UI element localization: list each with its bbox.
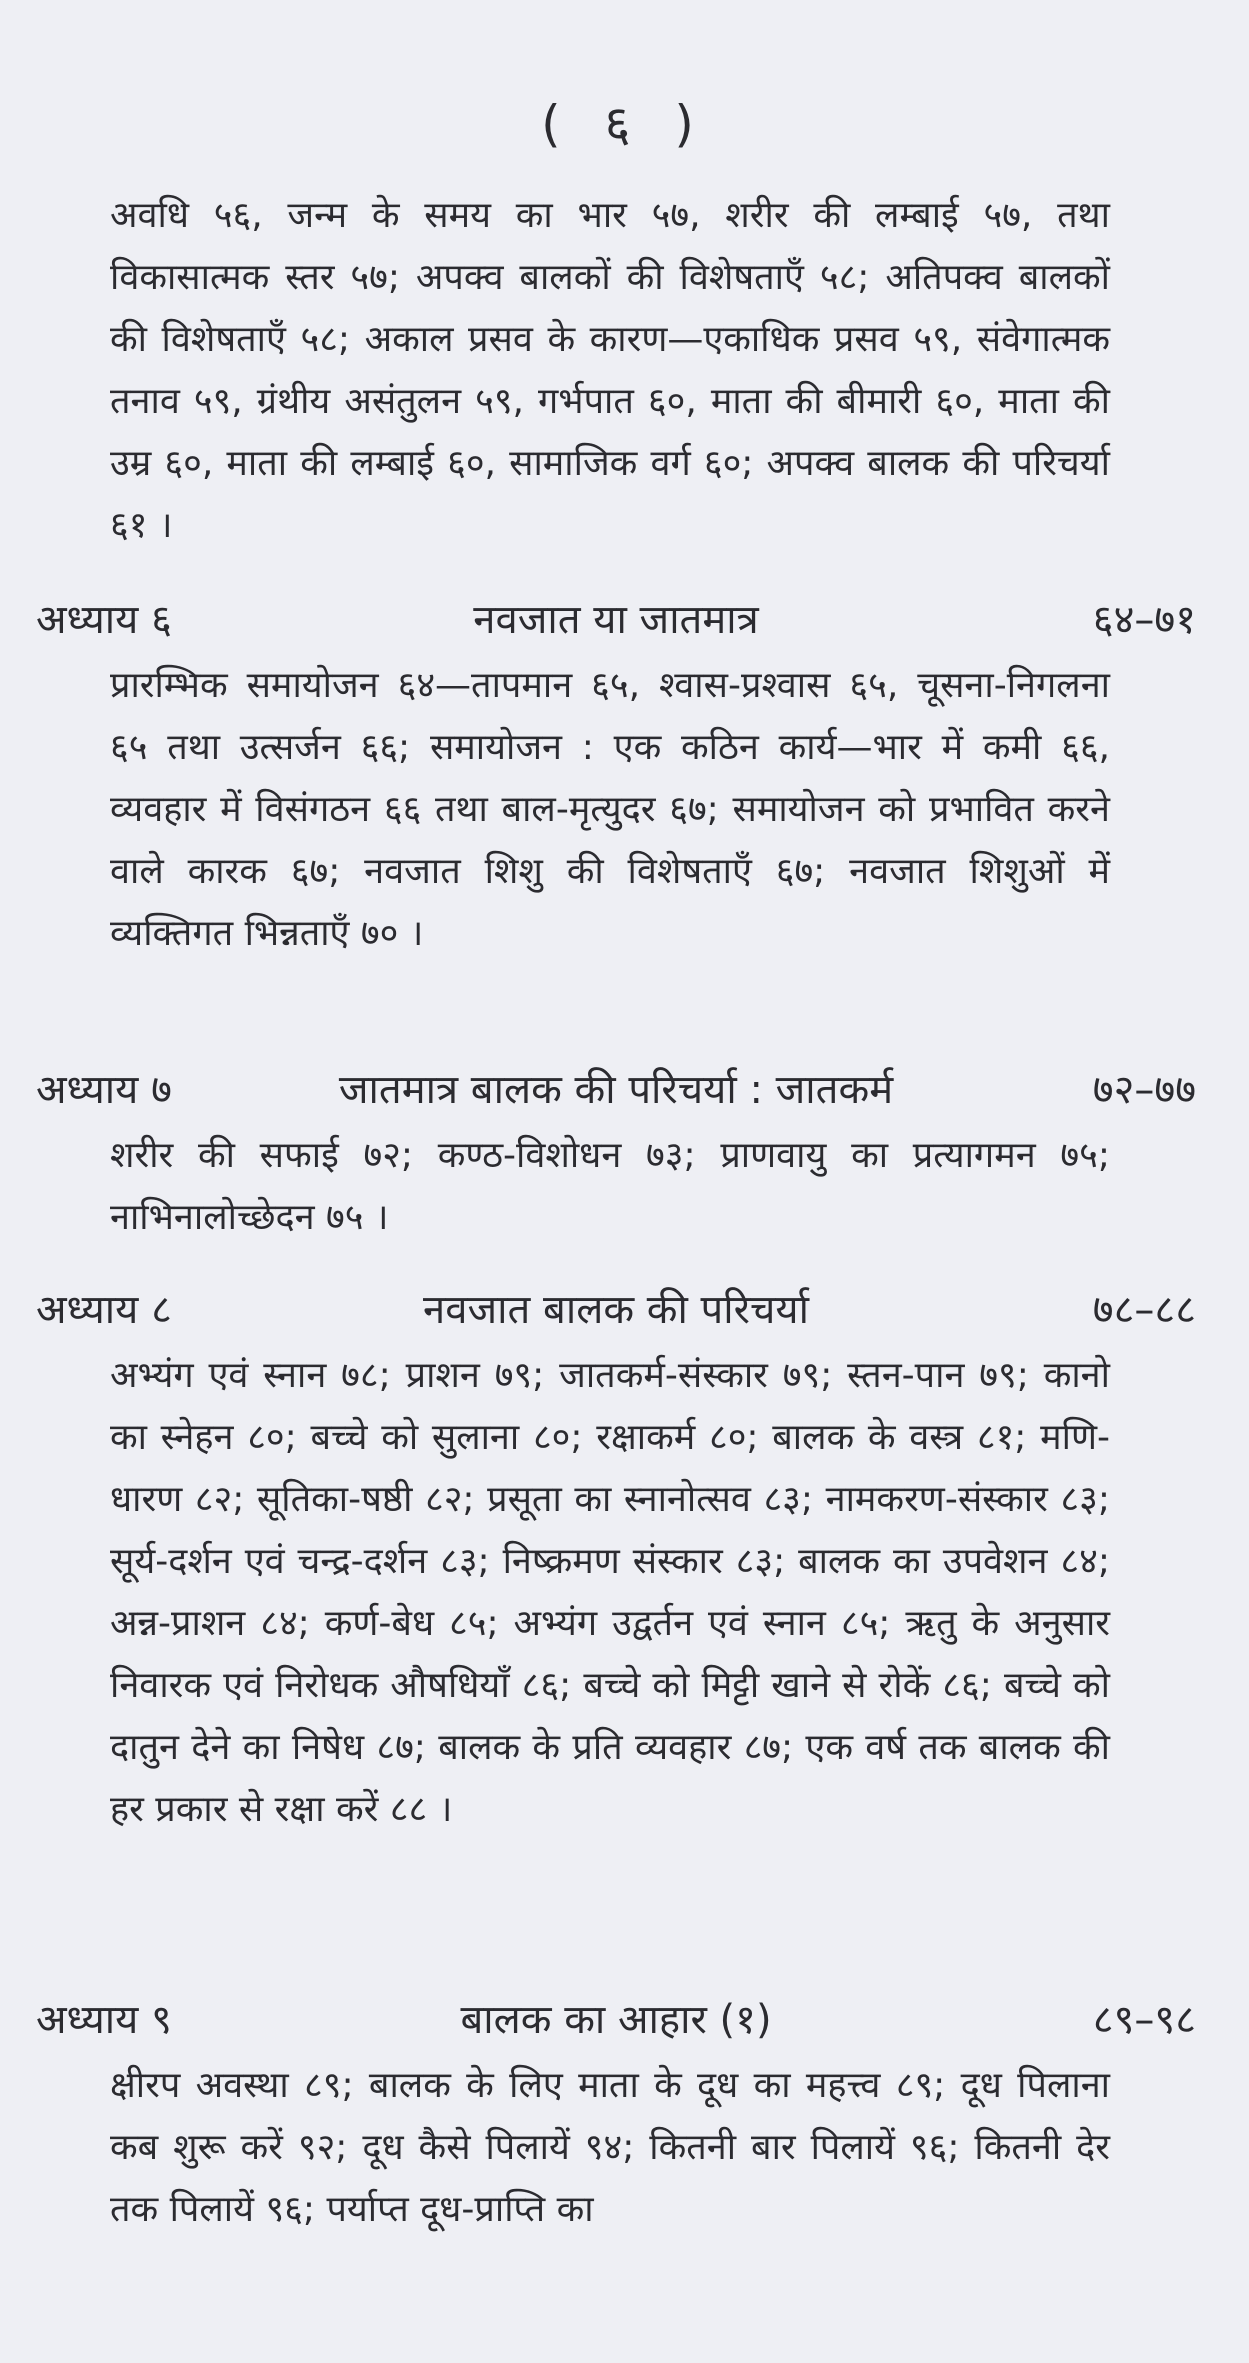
chapter-page-range: ८९–९८ <box>1092 1997 1196 2043</box>
chapter-title: नवजात या जातमात्र <box>473 597 759 643</box>
chapter-title: जातमात्र बालक की परिचर्या : जातकर्म <box>338 1067 894 1113</box>
chapter-body <box>110 1125 1110 1249</box>
chapter-page-range: ६४–७१ <box>1092 597 1196 643</box>
chapter-number: अध्याय ९ <box>36 1997 172 2043</box>
chapter-number: अध्याय ६ <box>36 597 172 643</box>
chapter-number: अध्याय ८ <box>36 1287 172 1333</box>
chapter-8 <box>36 1275 1196 1841</box>
page-number: ( ६ ) <box>541 95 708 153</box>
chapter-7 <box>36 1055 1196 1249</box>
chapter-heading <box>36 1275 1196 1345</box>
intro-paragraph: अवधि ५६, जन्म के समय का भार ५७, शरीर की लम्बाई ५७, तथा विकासात्मक स्तर ५७; अपक्व बालकों की विशेषताएँ ५८; अतिपक्व बालकों की विशेषताएँ ५८; अकाल प्रसव के कारण—एकाधिक प्रसव ५९, संवेगात्मक तनाव ५९, ग्रंथीय असंतुलन ५९, गर्भपात ६०, माता की बीमारी ६०, माता की उम्र ६०, माता की लम्बाई ६०, सामाजिक वर्ग ६०; अपक्व बालक की परिचर्या ६१ । <box>110 195 1110 546</box>
chapter-body <box>110 2055 1110 2241</box>
chapter-page-range: ७२–७७ <box>1092 1067 1196 1113</box>
chapter-6 <box>36 585 1196 965</box>
chapter-topics: अभ्यंग एवं स्नान ७८; प्राशन ७९; जातकर्म-संस्कार ७९; स्तन-पान ७९; कानो का स्नेहन ८०; बच्चे को सुलाना ८०; रक्षाकर्म ८०; बालक के वस्त्र ८१; मणि-धारण ८२; सूतिका-षष्ठी ८२; प्रसूता का स्नानोत्सव ८३; नामकरण-संस्कार ८३; सूर्य-दर्शन एवं चन्द्र-दर्शन ८३; निष्क्रमण संस्कार ८३; बालक का उपवेशन ८४; अन्न-प्राशन ८४; कर्ण-बेध ८५; अभ्यंग उद्वर्तन एवं स्नान ८५; ऋतु के अनुसार निवारक एवं निरोधक औषधियाँ ८६; बच्चे को मिट्टी खाने से रोकें ८६; बच्चे को दातुन देने का निषेध ८७; बालक के प्रति व्यवहार ८७; एक वर्ष तक बालक की हर प्रकार से रक्षा करें ८८ । <box>110 1355 1110 1830</box>
chapter-body <box>110 1345 1110 1841</box>
chapter-heading <box>36 1055 1196 1125</box>
chapter-heading <box>36 585 1196 655</box>
chapter-topics: क्षीरप अवस्था ८९; बालक के लिए माता के दूध का महत्त्व ८९; दूध पिलाना कब शुरू करें ९२; दूध कैसे पिलायें ९४; कितनी बार पिलायें ९६; कितनी देर तक पिलायें ९६; पर्याप्त दूध-प्राप्ति का <box>110 2065 1110 2230</box>
chapter-page-range: ७८–८८ <box>1092 1287 1196 1333</box>
chapter-heading <box>36 1985 1196 2055</box>
chapter-topics: शरीर की सफाई ७२; कण्ठ-विशोधन ७३; प्राणवायु का प्रत्यागमन ७५; नाभिनालोच्छेदन ७५ । <box>110 1135 1110 1238</box>
chapter-number: अध्याय ७ <box>36 1067 172 1113</box>
chapter-title: बालक का आहार (१) <box>460 1997 772 2043</box>
chapter-topics: प्रारम्भिक समायोजन ६४—तापमान ६५, श्वास-प्रश्वास ६५, चूसना-निगलना ६५ तथा उत्सर्जन ६६; समायोजन : एक कठिन कार्य—भार में कमी ६६, व्यवहार में विसंगठन ६६ तथा बाल-मृत्युदर ६७; समायोजन को प्रभावित करने वाले कारक ६७; नवजात शिशु की विशेषताएँ ६७; नवजात शिशुओं में व्यक्तिगत भिन्नताएँ ७० । <box>110 665 1110 954</box>
chapter-body <box>110 655 1110 965</box>
chapter-9 <box>36 1985 1196 2241</box>
intro-section <box>110 185 1110 557</box>
chapter-title: नवजात बालक की परिचर्या <box>423 1287 809 1333</box>
